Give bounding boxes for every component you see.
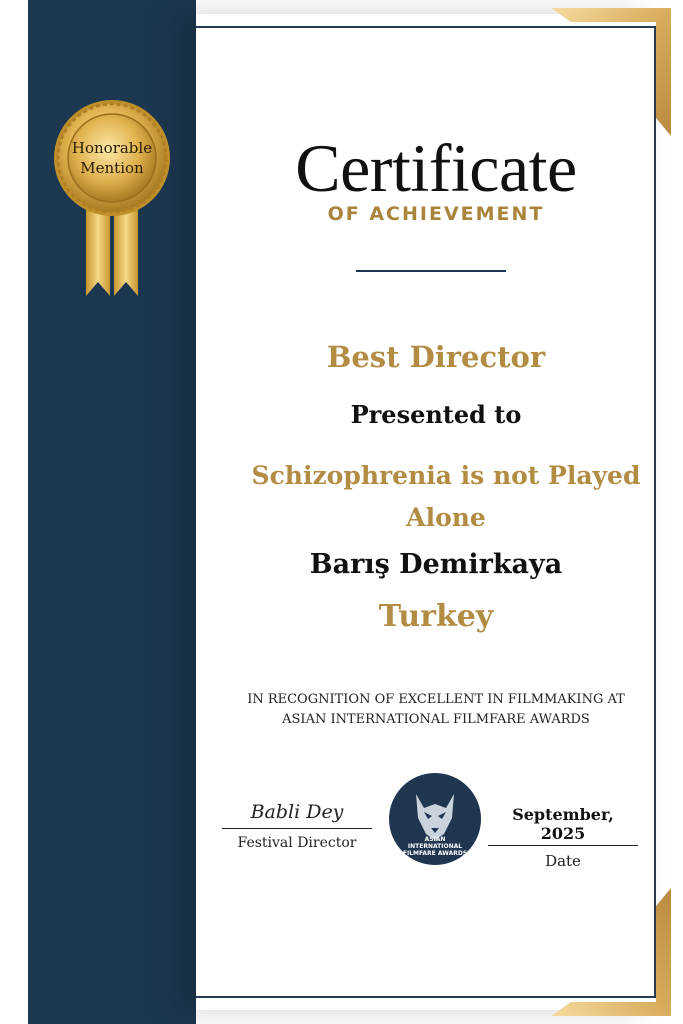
film-title [216, 455, 676, 539]
date-line [488, 845, 638, 846]
date-value: September, 2025 [512, 805, 614, 843]
presented-to-label: Presented to [350, 400, 522, 429]
award-name: Best Director [326, 340, 546, 374]
badge-line-1: Honorable [71, 139, 153, 157]
recognition-text [216, 690, 656, 730]
film-title-line-2: Alone [406, 503, 486, 532]
date-label: Date [545, 852, 581, 870]
title-divider [356, 270, 506, 272]
recognition-line-1: IN RECOGNITION OF EXCELLENT IN FILMMAKING AT [247, 692, 625, 707]
film-title-line-1: Schizophrenia is not Played [251, 461, 641, 490]
gold-corner-top-right [551, 8, 671, 136]
logo-line-1: ASIAN [424, 836, 446, 843]
gold-rosette-ribbon-icon [52, 96, 172, 302]
certificate-title: Certificate [295, 130, 577, 206]
director-signature: Babli Dey [250, 801, 344, 823]
signature-line [222, 828, 372, 829]
director-role: Festival Director [237, 835, 357, 851]
gold-corner-bottom-right [551, 888, 671, 1016]
logo-line-2: INTERNATIONAL [407, 843, 463, 850]
recipient-name: Barış Demirkaya [309, 549, 563, 580]
recognition-line-2: ASIAN INTERNATIONAL FILMFARE AWARDS [282, 712, 590, 727]
certificate-subtitle: OF ACHIEVEMENT [327, 203, 545, 225]
recipient-country: Turkey [378, 599, 494, 634]
logo-text [388, 836, 482, 857]
badge-label [52, 138, 172, 178]
logo-line-3: FILMFARE AWARDS [402, 850, 468, 857]
director-signature-block [222, 798, 372, 851]
badge-line-2: Mention [80, 159, 144, 177]
date-block [488, 805, 638, 870]
